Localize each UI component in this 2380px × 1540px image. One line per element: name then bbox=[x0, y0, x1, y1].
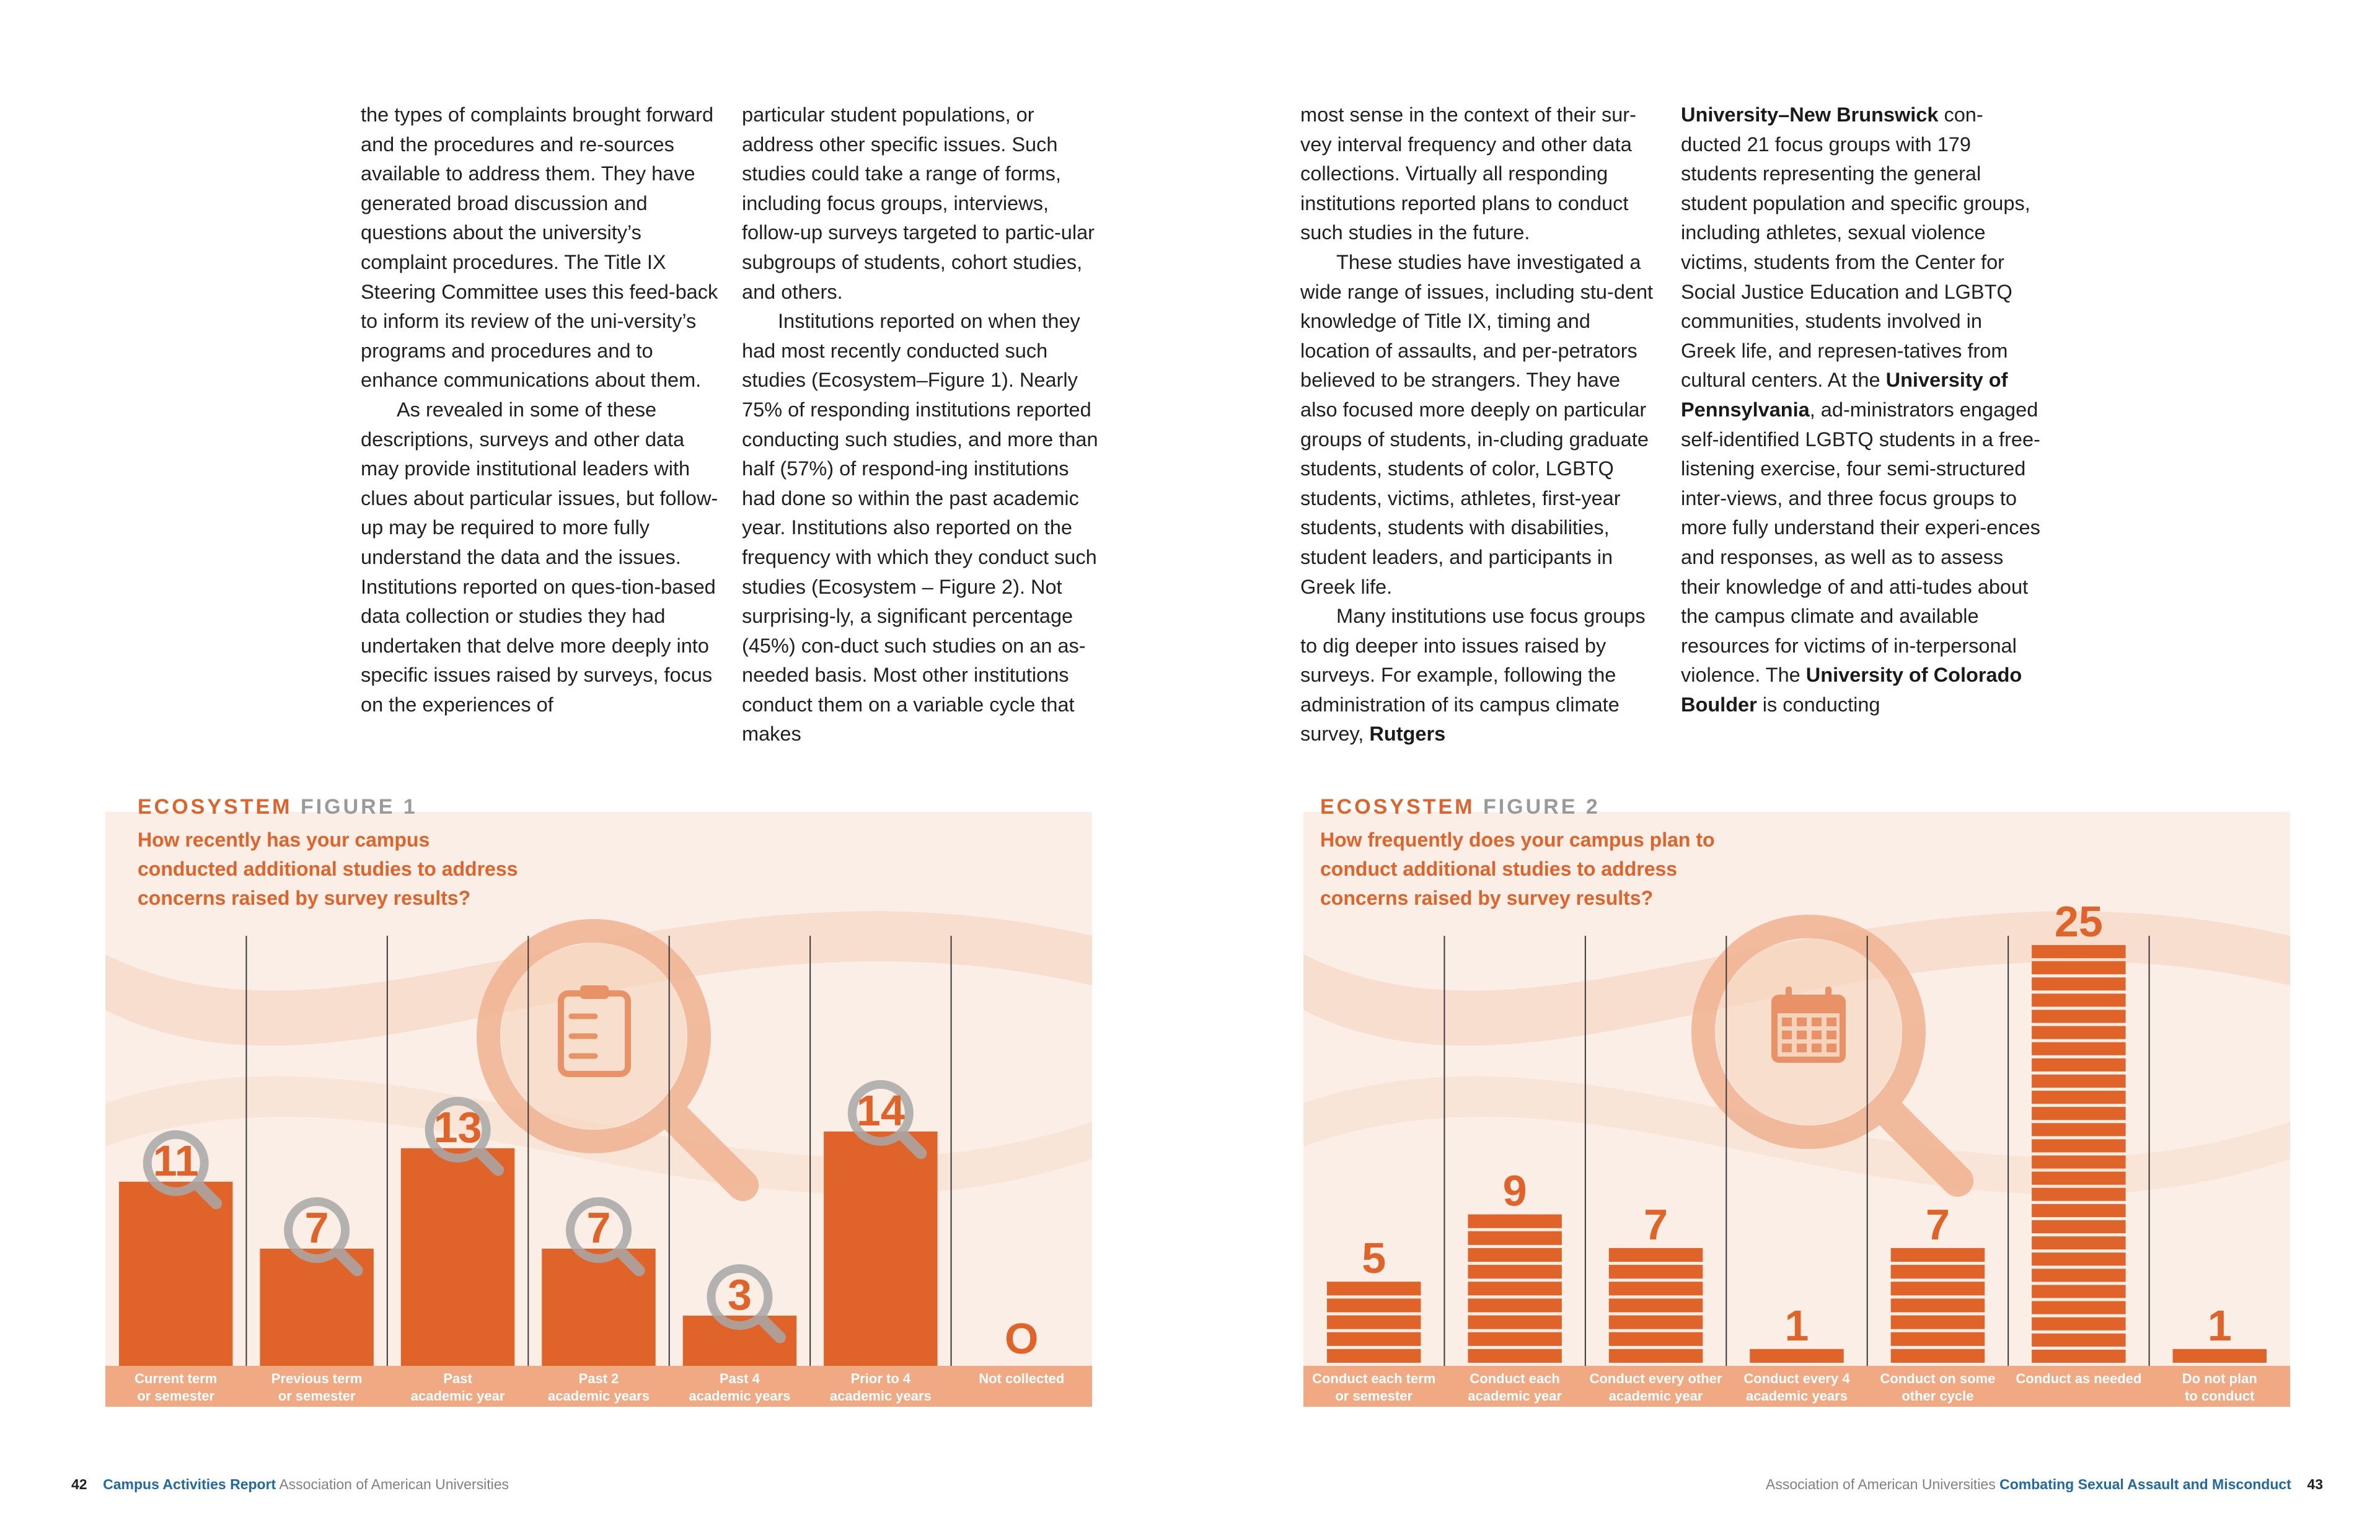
ecosystem-label: ECOSYSTEM bbox=[1320, 795, 1475, 819]
right-column-2 bbox=[1681, 100, 2040, 719]
value-label: 11 bbox=[152, 1136, 199, 1185]
value-label: O bbox=[1005, 1314, 1039, 1363]
value-label: 5 bbox=[1362, 1234, 1386, 1283]
value-label: 9 bbox=[1502, 1166, 1527, 1215]
bar-segment bbox=[2032, 1188, 2125, 1201]
bar-segment bbox=[1891, 1298, 1985, 1312]
org-name: Association of American Universities bbox=[279, 1476, 509, 1492]
bar-segment bbox=[2032, 1236, 2125, 1249]
bar-segment bbox=[1609, 1282, 1703, 1295]
bar-segment bbox=[2032, 1026, 2125, 1039]
bar-segment bbox=[1468, 1282, 1561, 1295]
paragraph: These studies have investigated a wide range of issues, including stu-dent knowledge of Title IX, timing and location of assaults, and per-petrators believed to be strangers. They have also focused more deeply on particular groups of students, in-cluding graduate students, students of color, LGBTQ students, victims, athletes, first-year students, students with disabilities, student leaders, and participants in Greek life. bbox=[1300, 250, 1654, 598]
clipboard-clip bbox=[580, 985, 609, 999]
bar bbox=[401, 1148, 514, 1366]
paragraph-text: , ad-ministrators engaged self-identified LGBTQ students in a free-listening exercise, four semi-structured inter-views, and three focus groups to more fully understand their experi-ences and responses, as well as to assess their knowledge of and atti-tudes about the campus climate and available resources for victims of in-terpersonal violence. The bbox=[1681, 398, 2040, 687]
calendar-ring bbox=[1825, 987, 1831, 1003]
page-number: 43 bbox=[2307, 1476, 2323, 1492]
paragraph: most sense in the context of their sur-vey interval frequency and other data collections. Virtually all responding institutions reported plans to conduct such studies in the future. bbox=[1300, 103, 1636, 244]
bar-segment bbox=[2032, 1334, 2125, 1347]
category-label: Conduct as needed bbox=[2016, 1371, 2142, 1386]
report-title: Campus Activities Report bbox=[103, 1476, 276, 1492]
left-column-1 bbox=[361, 100, 720, 719]
institution-name: University–New Brunswick bbox=[1681, 103, 1939, 126]
bar-segment bbox=[1891, 1349, 1985, 1363]
bar bbox=[824, 1132, 937, 1366]
bar-segment bbox=[2032, 1156, 2125, 1169]
right-column-1 bbox=[1300, 100, 1660, 749]
bar-segment bbox=[1327, 1349, 1421, 1363]
calendar-ring bbox=[1786, 987, 1792, 1003]
bar-segment bbox=[2032, 1091, 2125, 1104]
paragraph-text: con-ducted 21 focus groups with 179 students representing the general student population and specific groups, including athletes, sexual violence victims, students from the Center for Social Justice Education and LGBTQ communities, students involved in Greek life, and represen-tatives from cultural centers. At the bbox=[1681, 103, 2030, 392]
bar-segment bbox=[1609, 1298, 1703, 1312]
paragraph bbox=[1681, 100, 2040, 719]
paragraph: particular student populations, or address other specific issues. Such studies could take a range of forms, including focus groups, interviews, follow-up surveys targeted to partic-ular subgroups of students, cohort studies, and others. bbox=[742, 103, 1095, 303]
calendar-day bbox=[1782, 1044, 1792, 1052]
value-label: 7 bbox=[1925, 1200, 1950, 1249]
bar-segment bbox=[1609, 1349, 1703, 1363]
bar-segment bbox=[1891, 1282, 1985, 1295]
bar-segment bbox=[1609, 1316, 1703, 1329]
footer-left bbox=[71, 1476, 509, 1493]
institution-name: University of Colorado Boulder bbox=[1681, 664, 2022, 716]
category-label: Past 4 academic years bbox=[689, 1371, 791, 1404]
report-title: Combating Sexual Assault and Misconduct bbox=[1999, 1476, 2291, 1492]
category-label: Conduct on some other cycle bbox=[1880, 1371, 1996, 1404]
bar-segment bbox=[2032, 1285, 2125, 1298]
category-label: Not collected bbox=[979, 1371, 1065, 1386]
calendar-day bbox=[1827, 1031, 1836, 1039]
category-label: Past 2 academic years bbox=[548, 1371, 650, 1404]
bar-segment bbox=[1891, 1248, 1985, 1262]
bar-segment bbox=[2032, 1318, 2125, 1331]
bar-segment bbox=[1327, 1282, 1421, 1295]
category-label: Past academic year bbox=[410, 1371, 505, 1404]
bar-segment bbox=[2032, 1107, 2125, 1120]
calendar-day bbox=[1812, 1031, 1822, 1039]
left-column-2 bbox=[742, 100, 1101, 749]
bar-segment bbox=[1327, 1332, 1421, 1346]
bar-segment bbox=[2032, 1172, 2125, 1185]
bar-segment bbox=[2032, 961, 2125, 974]
org-name: Association of American Universities bbox=[1766, 1476, 1996, 1492]
bar-segment bbox=[2032, 1010, 2125, 1023]
bar-segment bbox=[2032, 1204, 2125, 1217]
bar-segment bbox=[1891, 1332, 1985, 1346]
value-label: 7 bbox=[304, 1203, 329, 1252]
value-label: 7 bbox=[1644, 1200, 1668, 1249]
calendar-day bbox=[1812, 1044, 1822, 1052]
bar-segment bbox=[1609, 1265, 1703, 1278]
bar-segment bbox=[1750, 1349, 1843, 1363]
calendar-day bbox=[1782, 1018, 1792, 1026]
bar-segment bbox=[2032, 1042, 2125, 1055]
institution-name: Rutgers bbox=[1369, 723, 1446, 746]
calendar-day bbox=[1812, 1018, 1822, 1026]
bar-segment bbox=[1327, 1298, 1421, 1312]
bar-segment bbox=[1609, 1332, 1703, 1346]
bar-segment bbox=[1468, 1316, 1561, 1329]
value-label: 1 bbox=[2207, 1301, 2232, 1350]
bar-segment bbox=[2032, 1252, 2125, 1265]
bar-segment bbox=[1609, 1248, 1703, 1262]
bar-segment bbox=[2032, 1058, 2125, 1071]
figure-1-question: How recently has your campus conducted additional studies to address concerns raised by survey results? bbox=[138, 829, 518, 909]
bar-segment bbox=[2032, 1220, 2125, 1233]
bar-segment bbox=[2032, 1269, 2125, 1282]
bar-segment bbox=[1468, 1349, 1561, 1363]
paragraph bbox=[1300, 602, 1660, 749]
page-number: 42 bbox=[71, 1476, 87, 1492]
bar-segment bbox=[1468, 1265, 1561, 1278]
bar-segment bbox=[1891, 1316, 1985, 1329]
footer-right bbox=[1766, 1476, 2323, 1493]
calendar-day bbox=[1797, 1044, 1807, 1052]
paragraph: As revealed in some of these descriptions, surveys and other data may provide institutional leaders with clues about particular issues, but follow-up may be required to more fully understand the data and the issues. Institutions reported on ques-tion-based data collection or studies they had undertaken that delve more deeply into specific issues raised by surveys, focus on the experiences of bbox=[361, 398, 718, 716]
institution-name: University of Pennsylvania bbox=[1681, 369, 2008, 421]
category-label: Prior to 4 academic years bbox=[829, 1371, 932, 1404]
paragraph-text: Many institutions use focus groups to dig deeper into issues raised by surveys. For example, following the administration of its campus climate survey, bbox=[1300, 605, 1646, 746]
value-label: 1 bbox=[1784, 1301, 1809, 1350]
calendar-day bbox=[1827, 1018, 1836, 1026]
value-label: 3 bbox=[727, 1270, 752, 1319]
paragraph: Institutions reported on when they had most recently conducted such studies (Ecosystem–Figure 1). Nearly 75% of responding institutions reported conducting such studies, and more than half (57%) of respond-ing institutions had done so within the past academic year. Institutions also reported on the frequency with which they conduct such studies (Ecosystem – Figure 2). Not surprising-ly, a significant percentage (45%) con-duct such studies on an as-needed basis. Most other institutions conduct them on a variable cycle that makes bbox=[742, 310, 1098, 746]
category-label: Conduct each academic year bbox=[1468, 1371, 1562, 1404]
category-label: Conduct every other academic year bbox=[1589, 1371, 1722, 1404]
figure-2-label bbox=[1320, 795, 1600, 819]
calendar-day bbox=[1782, 1031, 1792, 1039]
category-label: Do not plan to conduct bbox=[2182, 1371, 2257, 1404]
bar-segment bbox=[2173, 1349, 2267, 1363]
bar-segment bbox=[2032, 1301, 2125, 1314]
category-label: Current term or semester bbox=[134, 1371, 218, 1404]
bar-segment bbox=[1468, 1231, 1561, 1245]
bar-segment bbox=[1891, 1265, 1985, 1278]
category-label: Conduct each term or semester bbox=[1312, 1371, 1436, 1404]
value-label: 13 bbox=[433, 1102, 482, 1151]
figure-number: FIGURE 1 bbox=[300, 795, 418, 819]
bar-segment bbox=[1468, 1332, 1561, 1346]
figure-2-question: How frequently does your campus plan to conduct additional studies to address concerns raised by survey results? bbox=[1320, 829, 1715, 909]
bar-segment bbox=[2032, 993, 2125, 1006]
bar-segment bbox=[2032, 1350, 2125, 1363]
category-label: Conduct every 4 academic years bbox=[1743, 1371, 1850, 1404]
figure-number: FIGURE 2 bbox=[1483, 795, 1600, 819]
figure-1-label bbox=[138, 795, 418, 819]
bar-segment bbox=[1468, 1248, 1561, 1262]
ecosystem-label: ECOSYSTEM bbox=[138, 795, 293, 819]
calendar-icon bbox=[1771, 987, 1846, 1063]
bar-segment bbox=[2032, 1123, 2125, 1136]
bar-segment bbox=[1468, 1298, 1561, 1312]
paragraph: the types of complaints brought forward and the procedures and re-sources available to address them. They have generated broad discussion and questions about the university’s complaint procedures. The Title IX Steering Committee uses this feed-back to inform its review of the uni-versity’s programs and procedures and to enhance communications about them. bbox=[361, 103, 718, 392]
calendar-day bbox=[1797, 1031, 1807, 1039]
calendar-day bbox=[1827, 1044, 1836, 1052]
bar-segment bbox=[2032, 1139, 2125, 1152]
value-label: 14 bbox=[856, 1086, 905, 1135]
bar-segment bbox=[1468, 1215, 1561, 1228]
bar-segment bbox=[1327, 1316, 1421, 1329]
paragraph-text: is conducting bbox=[1756, 693, 1880, 716]
value-label: 7 bbox=[586, 1203, 611, 1252]
calendar-day bbox=[1797, 1018, 1807, 1026]
category-label: Previous term or semester bbox=[271, 1371, 363, 1404]
value-label: 25 bbox=[2054, 897, 2103, 946]
bar bbox=[119, 1182, 232, 1366]
bar-segment bbox=[2032, 945, 2125, 958]
bar-segment bbox=[2032, 977, 2125, 990]
bar-segment bbox=[2032, 1075, 2125, 1088]
